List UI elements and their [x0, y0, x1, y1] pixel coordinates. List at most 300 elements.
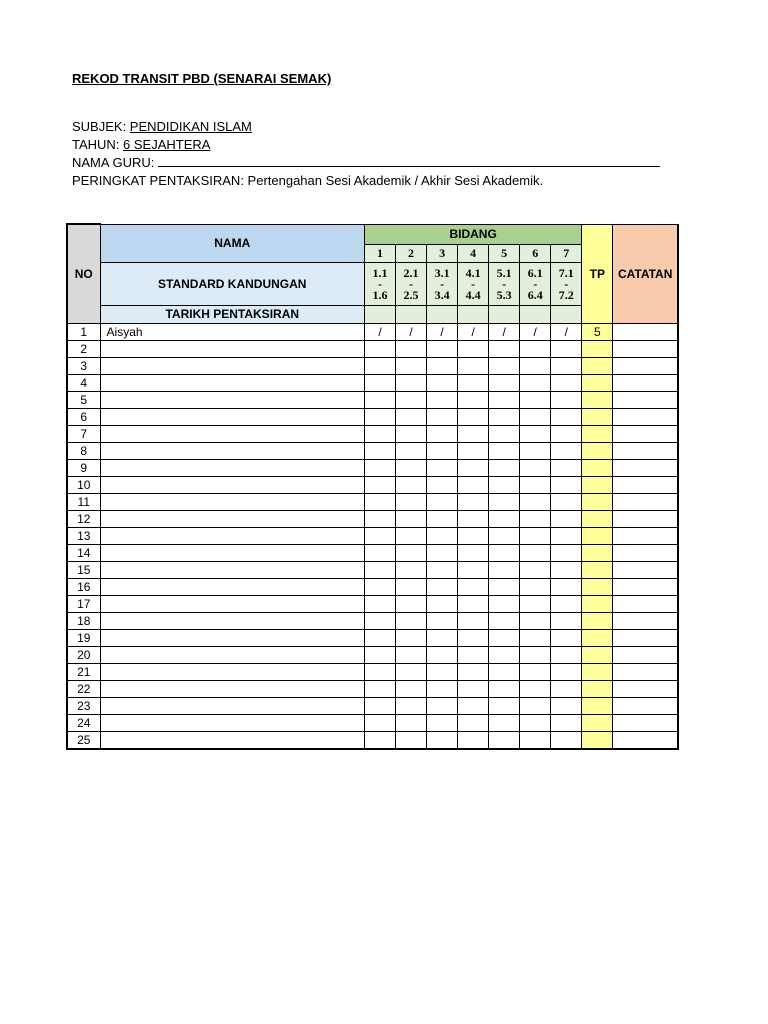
document-header	[72, 70, 692, 190]
bidang-mark-cell[interactable]	[489, 408, 520, 425]
bidang-mark-cell[interactable]	[396, 493, 427, 510]
bidang-mark-cell[interactable]	[458, 629, 489, 646]
tp-cell[interactable]	[582, 578, 613, 595]
catatan-cell[interactable]	[613, 323, 678, 340]
bidang-mark-cell[interactable]	[364, 357, 395, 374]
tarikh-cell-bidang-2[interactable]	[396, 305, 427, 323]
bidang-mark-cell[interactable]	[458, 493, 489, 510]
bidang-mark-cell[interactable]	[364, 595, 395, 612]
bidang-mark-cell[interactable]	[458, 425, 489, 442]
bidang-mark-cell[interactable]	[396, 459, 427, 476]
bidang-mark-cell[interactable]	[427, 408, 458, 425]
catatan-cell[interactable]	[613, 391, 678, 408]
catatan-cell[interactable]	[613, 578, 678, 595]
standard-bot: 1.6	[372, 287, 388, 302]
bidang-mark-cell[interactable]	[364, 680, 395, 697]
bidang-mark-cell[interactable]	[427, 595, 458, 612]
bidang-mark-cell[interactable]	[396, 527, 427, 544]
bidang-mark-cell[interactable]	[396, 629, 427, 646]
standard-mid: -	[533, 276, 538, 291]
bidang-mark-cell[interactable]	[489, 357, 520, 374]
bidang-mark-cell[interactable]	[396, 663, 427, 680]
table-row	[67, 680, 678, 697]
nama-guru-label: NAMA GURU:	[72, 155, 158, 170]
bidang-mark-cell[interactable]	[427, 561, 458, 578]
tp-cell[interactable]	[582, 544, 613, 561]
bidang-mark-cell[interactable]	[520, 680, 551, 697]
catatan-cell[interactable]	[613, 493, 678, 510]
standard-top: 1.1	[372, 265, 388, 280]
bidang-mark-cell[interactable]	[520, 612, 551, 629]
row-number: 5	[67, 391, 100, 408]
bidang-mark-cell[interactable]	[364, 663, 395, 680]
bidang-mark-cell[interactable]	[396, 391, 427, 408]
nama-guru-blank[interactable]	[158, 154, 660, 167]
table-row	[67, 629, 678, 646]
bidang-mark-cell[interactable]	[489, 527, 520, 544]
student-name-cell[interactable]	[100, 629, 364, 646]
bidang-mark-cell[interactable]	[489, 425, 520, 442]
student-name-cell[interactable]	[100, 714, 364, 731]
bidang-mark-cell[interactable]	[458, 731, 489, 749]
bidang-mark-cell[interactable]	[364, 629, 395, 646]
standard-range-6	[520, 262, 551, 305]
bidang-mark-cell[interactable]	[427, 340, 458, 357]
bidang-mark-cell[interactable]	[551, 731, 582, 749]
tp-cell[interactable]	[582, 629, 613, 646]
bidang-mark-cell[interactable]	[520, 578, 551, 595]
bidang-mark-cell[interactable]	[520, 459, 551, 476]
bidang-mark-cell[interactable]	[489, 629, 520, 646]
bidang-mark-cell[interactable]	[364, 476, 395, 493]
catatan-cell[interactable]	[613, 595, 678, 612]
bidang-mark-cell[interactable]	[520, 544, 551, 561]
bidang-mark-cell[interactable]	[520, 493, 551, 510]
bidang-mark-cell[interactable]	[489, 340, 520, 357]
bidang-mark-cell[interactable]	[551, 374, 582, 391]
table-row	[67, 646, 678, 663]
bidang-mark-cell[interactable]	[551, 578, 582, 595]
tp-cell[interactable]	[582, 340, 613, 357]
row-number: 4	[67, 374, 100, 391]
bidang-mark-cell[interactable]	[427, 425, 458, 442]
bidang-mark-cell[interactable]	[489, 697, 520, 714]
bidang-mark-cell[interactable]	[489, 391, 520, 408]
catatan-cell[interactable]	[613, 680, 678, 697]
student-name-cell[interactable]	[100, 612, 364, 629]
tp-cell[interactable]	[582, 408, 613, 425]
bidang-mark-cell[interactable]	[551, 510, 582, 527]
bidang-mark-cell[interactable]	[364, 391, 395, 408]
bidang-mark-cell[interactable]	[551, 408, 582, 425]
table-row	[67, 391, 678, 408]
bidang-mark-cell[interactable]	[364, 561, 395, 578]
catatan-cell[interactable]	[613, 459, 678, 476]
bidang-mark-cell[interactable]	[427, 663, 458, 680]
tp-cell[interactable]	[582, 527, 613, 544]
tp-cell[interactable]	[582, 476, 613, 493]
bidang-mark-cell[interactable]	[551, 612, 582, 629]
bidang-mark-cell[interactable]	[458, 578, 489, 595]
catatan-cell[interactable]	[613, 714, 678, 731]
bidang-mark-cell[interactable]	[551, 357, 582, 374]
bidang-mark-cell[interactable]	[551, 663, 582, 680]
tp-cell[interactable]	[582, 646, 613, 663]
row-number: 15	[67, 561, 100, 578]
bidang-mark-cell[interactable]	[396, 680, 427, 697]
catatan-cell[interactable]	[613, 476, 678, 493]
catatan-cell[interactable]	[613, 612, 678, 629]
tp-cell[interactable]	[582, 391, 613, 408]
bidang-mark-cell[interactable]	[489, 544, 520, 561]
catatan-header: CATATAN	[613, 224, 678, 323]
bidang-mark-cell[interactable]	[427, 391, 458, 408]
catatan-cell[interactable]	[613, 425, 678, 442]
standard-range-3	[427, 262, 458, 305]
bidang-mark-cell[interactable]	[458, 459, 489, 476]
row-number: 9	[67, 459, 100, 476]
bidang-mark-cell[interactable]	[520, 442, 551, 459]
student-name-cell[interactable]	[100, 425, 364, 442]
tp-cell[interactable]	[582, 680, 613, 697]
bidang-mark-cell[interactable]	[551, 442, 582, 459]
bidang-mark-cell[interactable]	[520, 646, 551, 663]
bidang-mark-cell[interactable]	[364, 731, 395, 749]
bidang-mark-cell[interactable]	[396, 374, 427, 391]
bidang-mark-cell[interactable]	[520, 476, 551, 493]
student-name-cell[interactable]	[100, 493, 364, 510]
bidang-mark-cell[interactable]	[520, 510, 551, 527]
catatan-cell[interactable]	[613, 374, 678, 391]
bidang-mark-cell[interactable]	[520, 357, 551, 374]
standard-top: 2.1	[403, 265, 419, 280]
bidang-mark-cell[interactable]	[520, 408, 551, 425]
bidang-mark-cell[interactable]	[458, 595, 489, 612]
catatan-cell[interactable]	[613, 408, 678, 425]
bidang-mark-cell[interactable]	[427, 612, 458, 629]
bidang-mark-cell[interactable]	[489, 476, 520, 493]
bidang-mark-cell[interactable]	[458, 544, 489, 561]
assessment-table	[66, 223, 679, 750]
bidang-mark-cell[interactable]	[520, 425, 551, 442]
row-number: 2	[67, 340, 100, 357]
tp-cell[interactable]	[582, 374, 613, 391]
bidang-mark-cell[interactable]	[427, 476, 458, 493]
bidang-mark-cell[interactable]	[396, 646, 427, 663]
student-name-cell[interactable]	[100, 391, 364, 408]
bidang-mark-cell[interactable]	[427, 510, 458, 527]
bidang-mark-cell[interactable]	[551, 476, 582, 493]
bidang-mark-cell[interactable]	[520, 663, 551, 680]
bidang-mark-cell[interactable]	[427, 544, 458, 561]
bidang-mark-cell[interactable]	[520, 527, 551, 544]
catatan-cell[interactable]	[613, 561, 678, 578]
tp-cell[interactable]	[582, 442, 613, 459]
bidang-mark-cell[interactable]	[364, 408, 395, 425]
bidang-mark-cell[interactable]	[489, 510, 520, 527]
tarikh-cell-bidang-1[interactable]	[364, 305, 395, 323]
bidang-mark-cell[interactable]: /	[551, 323, 582, 340]
tp-cell[interactable]	[582, 357, 613, 374]
bidang-number-1: 1	[364, 244, 395, 262]
tp-cell[interactable]	[582, 714, 613, 731]
bidang-mark-cell[interactable]	[458, 561, 489, 578]
bidang-mark-cell[interactable]	[551, 714, 582, 731]
tp-cell[interactable]	[582, 510, 613, 527]
bidang-mark-cell[interactable]: /	[489, 323, 520, 340]
bidang-number-5: 5	[489, 244, 520, 262]
row-number: 16	[67, 578, 100, 595]
bidang-mark-cell[interactable]	[427, 527, 458, 544]
bidang-mark-cell[interactable]	[396, 697, 427, 714]
table-row	[67, 510, 678, 527]
bidang-mark-cell[interactable]	[458, 646, 489, 663]
bidang-mark-cell[interactable]	[489, 714, 520, 731]
row-number: 7	[67, 425, 100, 442]
bidang-mark-cell[interactable]	[489, 663, 520, 680]
bidang-mark-cell[interactable]: /	[458, 323, 489, 340]
bidang-mark-cell[interactable]	[364, 714, 395, 731]
bidang-mark-cell[interactable]	[396, 476, 427, 493]
bidang-mark-cell[interactable]	[396, 357, 427, 374]
tarikh-cell-bidang-6[interactable]	[520, 305, 551, 323]
bidang-mark-cell[interactable]	[396, 408, 427, 425]
tp-cell[interactable]	[582, 425, 613, 442]
bidang-mark-cell[interactable]	[520, 340, 551, 357]
student-name-cell[interactable]	[100, 459, 364, 476]
table-row	[67, 425, 678, 442]
student-name-cell[interactable]	[100, 697, 364, 714]
bidang-mark-cell[interactable]	[520, 595, 551, 612]
student-name-cell[interactable]	[100, 408, 364, 425]
bidang-mark-cell[interactable]	[489, 493, 520, 510]
bidang-mark-cell[interactable]	[551, 544, 582, 561]
bidang-mark-cell[interactable]	[489, 612, 520, 629]
bidang-mark-cell[interactable]	[364, 425, 395, 442]
bidang-mark-cell[interactable]	[489, 680, 520, 697]
bidang-mark-cell[interactable]	[458, 391, 489, 408]
standard-range-2	[396, 262, 427, 305]
student-name-cell[interactable]	[100, 544, 364, 561]
bidang-mark-cell[interactable]	[427, 714, 458, 731]
bidang-mark-cell[interactable]	[396, 442, 427, 459]
standard-bot: 7.2	[558, 287, 574, 302]
bidang-mark-cell[interactable]	[396, 544, 427, 561]
bidang-mark-cell[interactable]	[427, 629, 458, 646]
bidang-mark-cell[interactable]	[364, 340, 395, 357]
bidang-mark-cell[interactable]	[364, 510, 395, 527]
catatan-cell[interactable]	[613, 731, 678, 749]
bidang-mark-cell[interactable]	[396, 510, 427, 527]
bidang-mark-cell[interactable]	[427, 731, 458, 749]
bidang-mark-cell[interactable]	[427, 680, 458, 697]
tp-cell[interactable]	[582, 612, 613, 629]
bidang-mark-cell[interactable]	[551, 629, 582, 646]
tarikh-cell-bidang-5[interactable]	[489, 305, 520, 323]
catatan-cell[interactable]	[613, 442, 678, 459]
student-name-cell[interactable]	[100, 510, 364, 527]
bidang-mark-cell[interactable]	[396, 714, 427, 731]
student-name-cell[interactable]	[100, 646, 364, 663]
table-row	[67, 731, 678, 749]
bidang-mark-cell[interactable]	[551, 493, 582, 510]
bidang-mark-cell[interactable]	[396, 731, 427, 749]
bidang-mark-cell[interactable]	[551, 527, 582, 544]
bidang-mark-cell[interactable]	[427, 493, 458, 510]
student-name-cell[interactable]	[100, 340, 364, 357]
bidang-mark-cell[interactable]	[520, 561, 551, 578]
table-row	[67, 527, 678, 544]
catatan-cell[interactable]	[613, 510, 678, 527]
bidang-mark-cell[interactable]	[489, 646, 520, 663]
bidang-mark-cell[interactable]	[458, 663, 489, 680]
peringkat-value: Pertengahan Sesi Akademik / Akhir Sesi Akademik.	[247, 173, 544, 188]
bidang-mark-cell[interactable]	[396, 612, 427, 629]
bidang-mark-cell[interactable]	[396, 425, 427, 442]
bidang-mark-cell[interactable]: /	[364, 323, 395, 340]
bidang-mark-cell[interactable]	[551, 680, 582, 697]
tp-cell[interactable]	[582, 663, 613, 680]
bidang-mark-cell[interactable]	[458, 697, 489, 714]
tp-cell[interactable]	[582, 561, 613, 578]
table-row	[67, 544, 678, 561]
table-row	[67, 442, 678, 459]
bidang-mark-cell[interactable]	[458, 714, 489, 731]
bidang-mark-cell[interactable]	[489, 731, 520, 749]
bidang-mark-cell[interactable]: /	[396, 323, 427, 340]
bidang-mark-cell[interactable]	[396, 340, 427, 357]
bidang-mark-cell[interactable]	[458, 510, 489, 527]
bidang-mark-cell[interactable]	[551, 646, 582, 663]
bidang-mark-cell[interactable]	[396, 578, 427, 595]
bidang-mark-cell[interactable]	[520, 731, 551, 749]
tp-cell[interactable]	[582, 731, 613, 749]
student-name-cell[interactable]	[100, 476, 364, 493]
bidang-mark-cell[interactable]	[489, 374, 520, 391]
bidang-mark-cell[interactable]	[458, 340, 489, 357]
bidang-mark-cell[interactable]	[520, 714, 551, 731]
bidang-mark-cell[interactable]	[458, 374, 489, 391]
bidang-mark-cell[interactable]	[396, 595, 427, 612]
standard-range-5	[489, 262, 520, 305]
catatan-cell[interactable]	[613, 663, 678, 680]
bidang-mark-cell[interactable]	[364, 527, 395, 544]
student-name-cell[interactable]	[100, 578, 364, 595]
tp-cell[interactable]	[582, 697, 613, 714]
bidang-mark-cell[interactable]: /	[520, 323, 551, 340]
table-row	[67, 714, 678, 731]
nama-header: NAMA	[100, 224, 364, 262]
bidang-mark-cell[interactable]	[364, 578, 395, 595]
no-header: NO	[67, 224, 100, 323]
bidang-mark-cell[interactable]	[520, 374, 551, 391]
bidang-mark-cell[interactable]	[427, 357, 458, 374]
tp-cell[interactable]	[582, 459, 613, 476]
student-name-cell[interactable]	[100, 595, 364, 612]
student-name-cell[interactable]	[100, 374, 364, 391]
bidang-mark-cell[interactable]	[458, 476, 489, 493]
student-name-cell[interactable]: Aisyah	[100, 323, 364, 340]
bidang-mark-cell[interactable]	[364, 646, 395, 663]
bidang-mark-cell[interactable]	[551, 697, 582, 714]
bidang-mark-cell[interactable]	[520, 391, 551, 408]
student-name-cell[interactable]	[100, 527, 364, 544]
bidang-mark-cell[interactable]	[489, 578, 520, 595]
bidang-mark-cell[interactable]	[396, 561, 427, 578]
catatan-cell[interactable]	[613, 629, 678, 646]
student-name-cell[interactable]	[100, 663, 364, 680]
bidang-mark-cell[interactable]	[427, 697, 458, 714]
tp-cell[interactable]	[582, 595, 613, 612]
bidang-mark-cell[interactable]	[458, 357, 489, 374]
student-name-cell[interactable]	[100, 680, 364, 697]
tarikh-cell-bidang-3[interactable]	[427, 305, 458, 323]
bidang-mark-cell[interactable]	[489, 561, 520, 578]
student-name-cell[interactable]	[100, 357, 364, 374]
bidang-mark-cell[interactable]	[551, 425, 582, 442]
catatan-cell[interactable]	[613, 357, 678, 374]
row-number: 19	[67, 629, 100, 646]
bidang-mark-cell[interactable]	[551, 340, 582, 357]
bidang-mark-cell[interactable]	[427, 442, 458, 459]
bidang-mark-cell[interactable]	[489, 459, 520, 476]
student-name-cell[interactable]	[100, 731, 364, 749]
catatan-cell[interactable]	[613, 544, 678, 561]
bidang-mark-cell[interactable]	[520, 697, 551, 714]
bidang-mark-cell[interactable]: /	[427, 323, 458, 340]
bidang-mark-cell[interactable]	[458, 442, 489, 459]
bidang-mark-cell[interactable]	[364, 459, 395, 476]
catatan-cell[interactable]	[613, 527, 678, 544]
tarikh-cell-bidang-4[interactable]	[458, 305, 489, 323]
catatan-cell[interactable]	[613, 340, 678, 357]
catatan-cell[interactable]	[613, 697, 678, 714]
bidang-mark-cell[interactable]	[458, 612, 489, 629]
tp-cell[interactable]: 5	[582, 323, 613, 340]
catatan-cell[interactable]	[613, 646, 678, 663]
bidang-mark-cell[interactable]	[364, 544, 395, 561]
bidang-mark-cell[interactable]	[551, 391, 582, 408]
standard-top: 5.1	[496, 265, 512, 280]
bidang-mark-cell[interactable]	[489, 595, 520, 612]
bidang-mark-cell[interactable]	[551, 561, 582, 578]
standard-mid: -	[377, 276, 382, 291]
tp-cell[interactable]	[582, 493, 613, 510]
bidang-mark-cell[interactable]	[364, 697, 395, 714]
bidang-mark-cell[interactable]	[364, 493, 395, 510]
bidang-mark-cell[interactable]	[458, 408, 489, 425]
bidang-mark-cell[interactable]	[551, 459, 582, 476]
bidang-mark-cell[interactable]	[427, 578, 458, 595]
student-name-cell[interactable]	[100, 561, 364, 578]
bidang-mark-cell[interactable]	[364, 612, 395, 629]
bidang-mark-cell[interactable]	[427, 459, 458, 476]
bidang-mark-cell[interactable]	[458, 680, 489, 697]
bidang-mark-cell[interactable]	[364, 374, 395, 391]
bidang-mark-cell[interactable]	[427, 646, 458, 663]
bidang-mark-cell[interactable]	[364, 442, 395, 459]
bidang-mark-cell[interactable]	[427, 374, 458, 391]
standard-bot: 4.4	[465, 287, 481, 302]
bidang-mark-cell[interactable]	[489, 442, 520, 459]
bidang-mark-cell[interactable]	[458, 527, 489, 544]
tahun-label: TAHUN:	[72, 137, 124, 152]
bidang-mark-cell[interactable]	[551, 595, 582, 612]
standard-mid: -	[471, 276, 476, 291]
bidang-mark-cell[interactable]	[520, 629, 551, 646]
tarikh-cell-bidang-7[interactable]	[551, 305, 582, 323]
student-name-cell[interactable]	[100, 442, 364, 459]
